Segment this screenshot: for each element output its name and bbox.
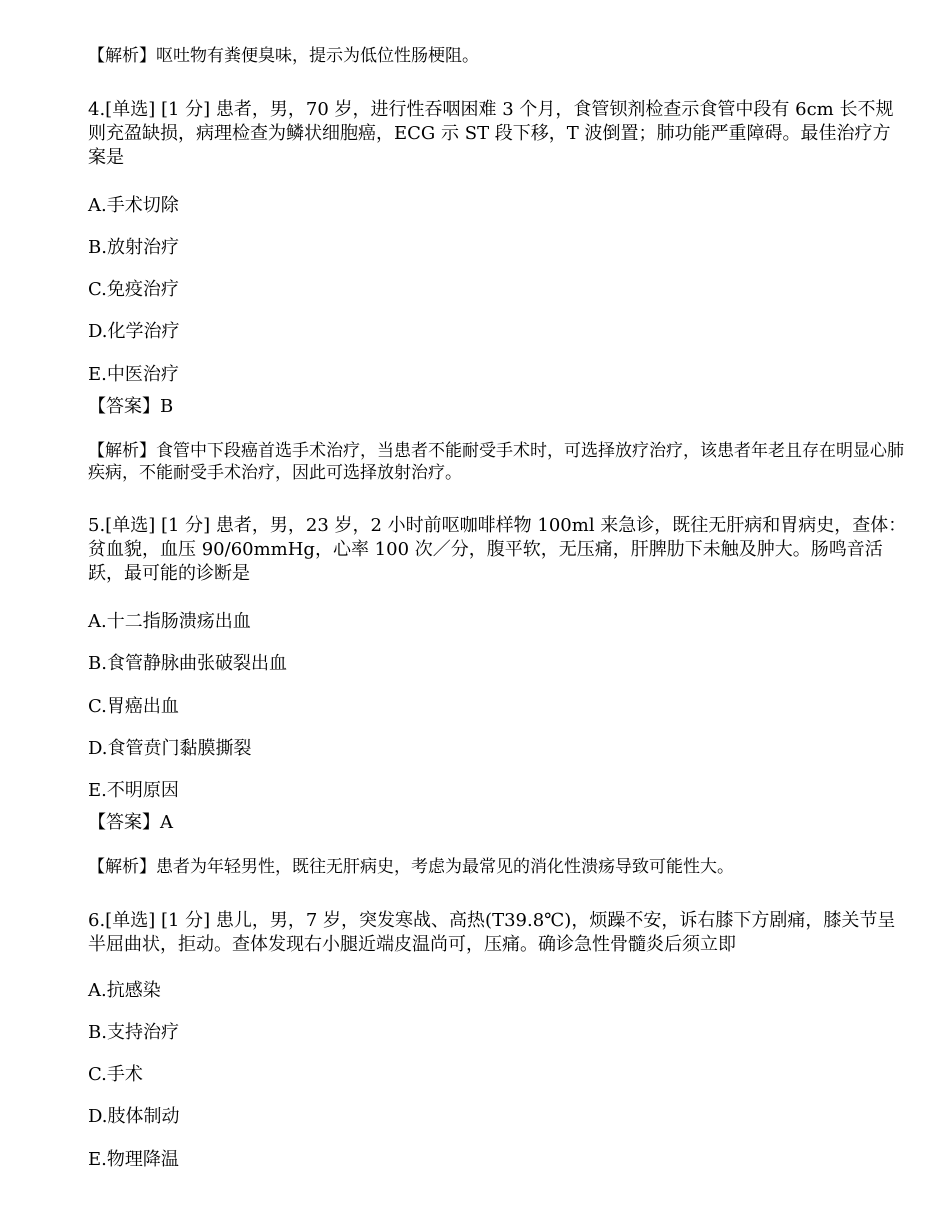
question-6-option-b: B.支持治疗	[88, 1022, 179, 1043]
question-5-option-c: C.胃癌出血	[88, 696, 179, 717]
prev-explanation: 【解析】呕吐物有粪便臭味，提示为低位性肠梗阻。	[88, 46, 479, 66]
question-4-option-d: D.化学治疗	[88, 321, 180, 342]
question-4-explanation: 【解析】食管中下段癌首选手术治疗，当患者不能耐受手术时，可选择放疗治疗，该患者年老且存在明显心肺疾病，不能耐受手术治疗，因此可选择放射治疗。	[88, 441, 904, 483]
question-5-answer: 【答案】A	[88, 812, 173, 833]
question-4-stem: 4.[单选] [1 分] 患者，男，70 岁，进行性吞咽困难 3 个月，食管钡剂检查示食管中段有 6cm 长不规则充盈缺损，病理检查为鳞状细胞癌，ECG 示 ST 段下移，T 波倒置；肺功能严重障碍。最佳治疗方案是	[88, 99, 894, 168]
question-5-option-d: D.食管贲门黏膜撕裂	[88, 738, 252, 759]
question-5-option-b: B.食管静脉曲张破裂出血	[88, 653, 287, 674]
question-6-option-a: A.抗感染	[88, 980, 161, 1001]
question-5-option-e: E.不明原因	[88, 780, 179, 801]
question-6-stem: 6.[单选] [1 分] 患儿，男，7 岁，突发寒战、高热(T39.8℃)，烦躁不安，诉右膝下方剧痛，膝关节呈半屈曲状，拒动。查体发现右小腿近端皮温尚可，压痛。确诊急性骨髓炎后须立即	[88, 910, 896, 955]
question-4-option-c: C.免疫治疗	[88, 279, 179, 300]
question-6-option-c: C.手术	[88, 1064, 143, 1085]
question-5-option-a: A.十二指肠溃疡出血	[88, 611, 251, 632]
question-5-stem: 5.[单选] [1 分] 患者，男，23 岁，2 小时前呕咖啡样物 100ml 来急诊，既往无肝病和胃病史，查体：贫血貌，血压 90/60mmHg，心率 100 次／分，腹平软，无压痛，肝脾肋下未触及肿大。肠鸣音活跃，最可能的诊断是	[88, 515, 907, 584]
question-6-option-d: D.肢体制动	[88, 1106, 180, 1127]
question-4-option-e: E.中医治疗	[88, 364, 179, 385]
question-4-option-b: B.放射治疗	[88, 237, 179, 258]
question-5-explanation: 【解析】患者为年轻男性，既往无肝病史，考虑为最常见的消化性溃疡导致可能性大。	[88, 857, 734, 877]
question-4-option-a: A.手术切除	[88, 195, 179, 216]
question-6-option-e: E.物理降温	[88, 1149, 179, 1170]
question-4-answer: 【答案】B	[88, 396, 174, 417]
